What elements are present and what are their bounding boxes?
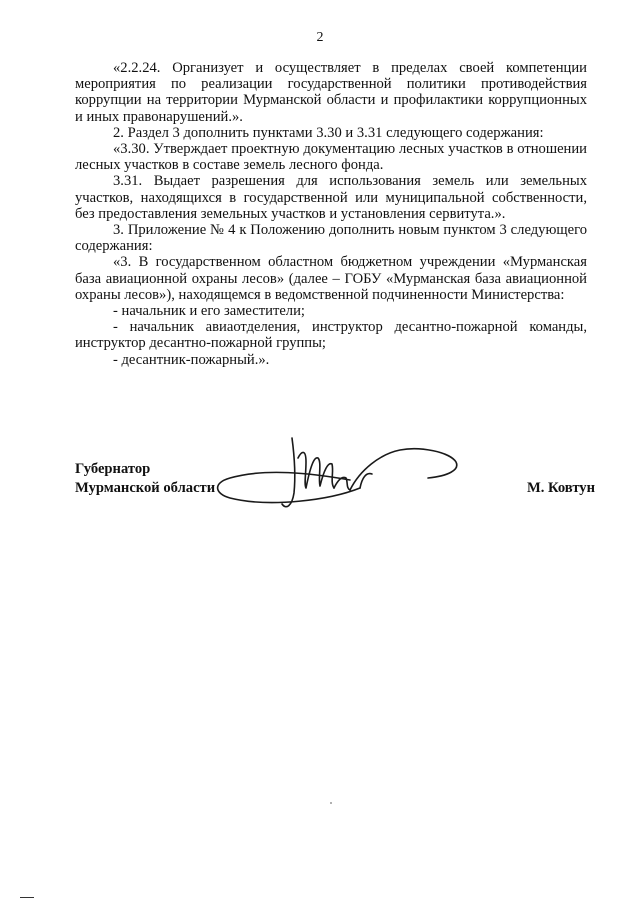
paragraph-2-2-24: «2.2.24. Организует и осуществляет в пределах своей компетенции мероприятия по реализации государственной политики противодействия коррупции на территории Мурманской области и профилактики коррупционных и иных правонарушений.». (75, 60, 587, 125)
margin-mark (20, 897, 34, 898)
scan-dot (330, 802, 332, 804)
paragraph-item-3: «3. В государственном областном бюджетном учреждении «Мурманская база авиационной охраны лесов» (далее – ГОБУ «Мурманская база авиационной охраны лесов»), находящемся в ведомственной подчиненности Министерства: (75, 254, 587, 303)
paragraph-appendix-4: 3. Приложение № 4 к Положению дополнить новым пунктом 3 следующего содержания: (75, 222, 587, 255)
list-item-firefighter: - десантник-пожарный.». (113, 351, 270, 368)
document-body (75, 60, 587, 368)
list-item-head: - начальник и его заместители; (113, 303, 305, 320)
paragraph-section-3: 2. Раздел 3 дополнить пунктами 3.30 и 3.31 следующего содержания: (113, 124, 544, 141)
signatory-title-line2: Мурманской области (75, 480, 216, 496)
paragraph-3-30: «3.30. Утверждает проектную документацию лесных участков в отношении лесных участков в составе земель лесного фонда. (75, 141, 587, 174)
page-number: 2 (316, 30, 324, 45)
signature-block (75, 460, 595, 498)
signatory-title-line1: Губернатор (75, 461, 151, 477)
paragraph-3-31: 3.31. Выдает разрешения для использования земель или земельных участков, находящихся в государственной или муниципальной собственности, без предоставления земельных участков и установления сервитута.». (75, 173, 587, 222)
list-item-aviation: - начальник авиаотделения, инструктор десантно-пожарной команды, инструктор десантно-пожарной группы; (75, 319, 587, 352)
signatory-name: М. Ковтун (526, 480, 595, 496)
